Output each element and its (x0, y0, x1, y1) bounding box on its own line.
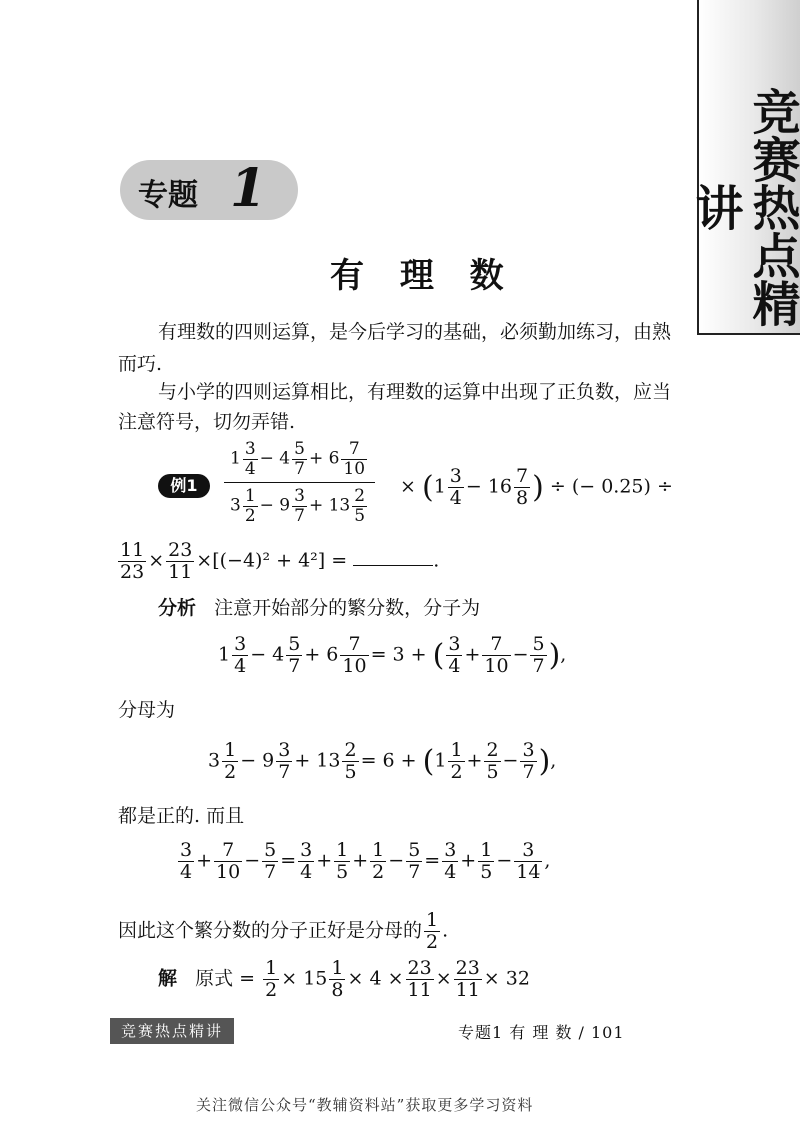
side-tab-label: 竞赛热点精讲 (687, 86, 800, 327)
denominator-equation: 3 $\frac{1}{2}$ − 9 $\frac{3}{7}$ + 13 $\frac{2}{5}$ = 6 + (1 $\frac{1}{2}$ + $\frac{2}{5}$ − $\frac{3}{7}$ ), (208, 739, 557, 783)
example-line2-end: [(−4)² + 4²] = (212, 549, 348, 572)
denominator-intro: 分母为 (118, 699, 176, 721)
positive-line: 都是正的. 而且 (118, 805, 245, 827)
example-tail: ÷ (− 0.25) ÷ (549, 475, 673, 498)
chapter-title: 有 理 数 (330, 256, 516, 296)
solution-text: 原式 = (195, 967, 256, 990)
analysis-label: 分析 (158, 597, 197, 619)
solution-line: 解 原式 = $\frac{1}{2}$ × 15 $\frac{1}{8}$ × 4 × $\frac{23}{11}$ × $\frac{23}{11}$ × 32 (158, 957, 530, 1001)
conclusion-text: 因此这个繁分数的分子正好是分母的 (118, 919, 423, 942)
analysis-line (158, 592, 480, 624)
answer-blank (353, 551, 433, 566)
example-line1-rest: × (1 $\frac{3}{4}$ − 16 $\frac{7}{8}$ ) ÷ (− 0.25) ÷ (400, 465, 673, 509)
intro-p1-line2: 而巧. (118, 353, 163, 375)
intro-p1-line1: 有理数的四则运算，是今后学习的基础，必须勤加练习，由熟 (158, 321, 672, 343)
analysis-text: 注意开始部分的繁分数，分子为 (214, 597, 481, 619)
side-tab (687, 0, 800, 335)
complex-fraction-numerator: 1 $\frac{3}{4}$ − 4 $\frac{5}{7}$ + 6 $\frac{7}{10}$ (224, 440, 375, 483)
intro-p2-line2: 注意符号，切勿弄错. (118, 411, 296, 433)
fraction-equation: $\frac{3}{4}$ + $\frac{7}{10}$ − $\frac{5}{7}$ = $\frac{3}{4}$ + $\frac{1}{5}$ + $\frac{1}{2}$ − $\frac{5}{7}$ = $\frac{3}{4}$ + $\frac{1}{5}$ − $\frac{3}{14}$ , (180, 839, 551, 883)
solution-label: 解 (158, 967, 178, 990)
example-line2: $\frac{11}{23}$ × $\frac{23}{11}$ ×[(−4)² + 4²] = . (120, 539, 440, 583)
conclusion-line: 因此这个繁分数的分子正好是分母的 $\frac{1}{2}$ . (118, 909, 449, 953)
example-badge: 例1 (158, 474, 210, 498)
numerator-equation: 1 $\frac{3}{4}$ − 4 $\frac{5}{7}$ + 6 $\frac{7}{10}$ = 3 + ( $\frac{3}{4}$ + $\frac{7}{10}$ − $\frac{5}{7}$ ), (218, 633, 567, 677)
topic-word: 专题 (138, 178, 198, 213)
bottom-watermark-note: 关注微信公众号“教辅资料站”获取更多学习资料 (196, 1096, 534, 1114)
footer-page-info: 专题1 有 理 数 / 101 (458, 1023, 625, 1042)
complex-fraction-denominator: 3 $\frac{1}{2}$ − 9 $\frac{3}{7}$ + 13 $\frac{2}{5}$ (230, 486, 366, 527)
topic-number: 1 (230, 158, 267, 219)
intro-p2-line1: 与小学的四则运算相比，有理数的运算中出现了正负数，应当 (158, 381, 672, 403)
complex-fraction (224, 440, 375, 526)
footer-section-label: 竞赛热点精讲 (110, 1018, 234, 1044)
